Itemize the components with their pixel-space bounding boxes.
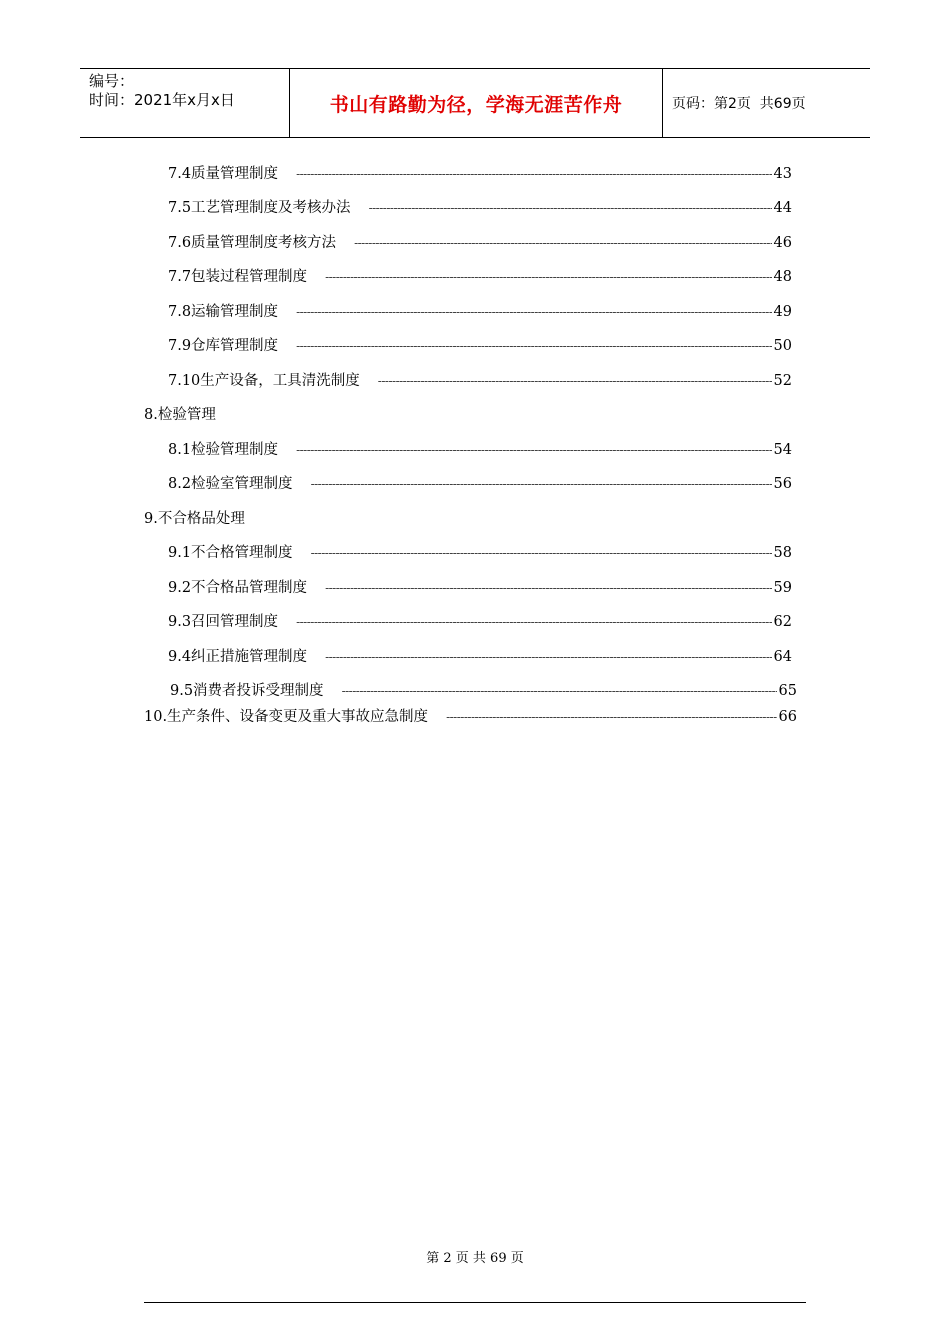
toc-entry-label: 7.10生产设备，工具清洗制度 [168,373,360,389]
toc-entry-page: 56 [773,476,792,492]
header-page-info [663,69,870,137]
toc-leader [296,339,771,353]
toc-entry-label: 9.2不合格品管理制度 [168,580,308,596]
toc-leader [325,581,771,595]
document-number-label: 编号： [89,72,135,90]
toc-entry-page: 66 [778,709,797,725]
toc-leader [296,615,771,629]
header-motto: 书山有路勤为径，学海无涯苦作舟 [290,69,663,137]
toc-leader [354,236,771,250]
toc-section-heading[interactable]: 8.检验管理 [144,407,216,423]
toc-entry[interactable] [168,300,792,321]
toc-entry-label: 8.1检验管理制度 [168,442,279,458]
toc-leader [446,710,776,724]
toc-entry-page: 44 [773,200,792,216]
toc-entry[interactable] [168,610,792,631]
toc-entry[interactable] [170,679,797,700]
toc-leader [378,374,772,388]
toc-entry-page: 54 [773,442,792,458]
header-page-info-text: 页码：第2页 共69页 [672,96,806,112]
toc-entry-page: 62 [773,614,792,630]
page-footer [0,1247,950,1266]
toc-entry-page: 50 [773,338,792,354]
toc-entry[interactable] [168,196,792,217]
document-time-label: 时间：2021年x月x日 [89,91,235,109]
toc-entry-page: 64 [773,649,792,665]
toc-entry-page: 59 [773,580,792,596]
toc-leader [311,546,772,560]
toc-leader [342,684,777,698]
toc-entry-label: 10.生产条件、设备变更及重大事故应急制度 [144,709,429,725]
page-header [80,68,870,138]
toc-entry-page: 43 [773,166,792,182]
toc-entry-page: 49 [773,304,792,320]
toc-entry[interactable] [168,265,792,286]
toc-entry[interactable] [168,334,792,355]
toc-entry[interactable] [168,162,792,183]
toc-entry-label: 9.1不合格管理制度 [168,545,293,561]
toc-entry-label: 9.5消费者投诉受理制度 [170,683,324,699]
toc-entry[interactable] [168,472,792,493]
toc-entry-page: 52 [773,373,792,389]
toc-leader [296,305,771,319]
toc-section-heading[interactable]: 9.不合格品处理 [144,511,245,527]
toc-entry-label: 7.5工艺管理制度及考核办法 [168,200,351,216]
toc-entry[interactable] [168,438,792,459]
toc-leader [296,167,771,181]
toc-entry[interactable] [168,576,792,597]
toc-leader [325,650,771,664]
toc-entry-label: 7.9仓库管理制度 [168,338,279,354]
toc-leader [311,477,772,491]
toc-entry[interactable] [168,369,792,390]
toc-entry-label: 7.7包装过程管理制度 [168,269,308,285]
header-meta [80,69,290,137]
toc-entry-label: 8.2检验室管理制度 [168,476,293,492]
toc-leader [296,443,771,457]
toc-entry-page: 58 [773,545,792,561]
toc-entry-label: 9.3召回管理制度 [168,614,279,630]
toc-entry[interactable] [144,705,797,726]
toc-entry-label: 7.8运输管理制度 [168,304,279,320]
toc-entry-label: 9.4纠正措施管理制度 [168,649,308,665]
footer-divider [144,1302,806,1303]
toc-entry-page: 48 [773,269,792,285]
toc-leader [325,270,771,284]
toc-entry-label: 7.6质量管理制度考核方法 [168,235,337,251]
toc-entry-page: 46 [773,235,792,251]
toc-entry[interactable] [168,645,792,666]
toc-entry[interactable] [168,541,792,562]
toc-leader [369,201,772,215]
toc-entry[interactable] [168,231,792,252]
footer-page-number: 第 2 页 共 69 页 [426,1251,524,1266]
toc-entry-page: 65 [778,683,797,699]
toc-entry-label: 7.4质量管理制度 [168,166,279,182]
